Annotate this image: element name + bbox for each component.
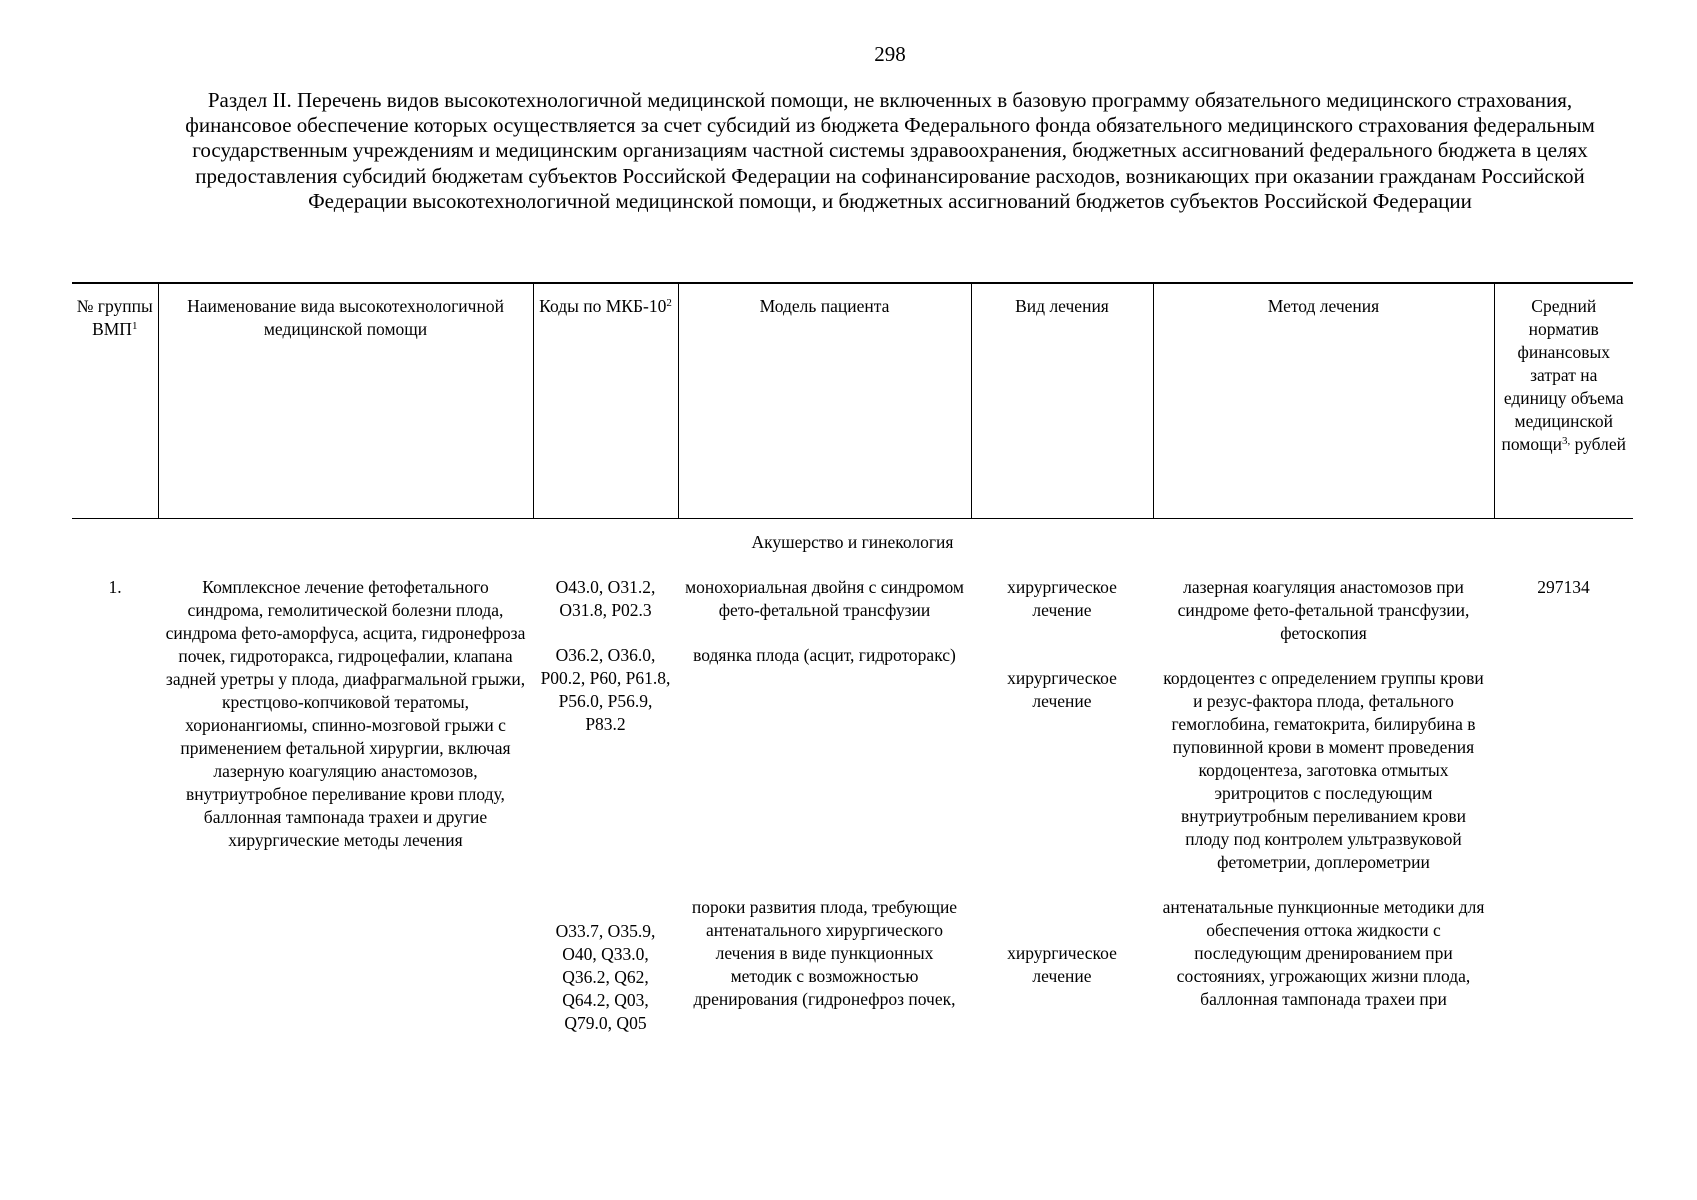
footnote-2-marker: 2 <box>666 297 672 309</box>
section-row <box>72 519 1633 567</box>
icd-codes-2: O36.2, O36.0, P00.2, P60, P61.8, P56.0, P56.9, P83.2 <box>540 645 671 734</box>
treatment-method-3: антенатальные пункционные методики для обеспечения оттока жидкости с последующим дренированием при состояниях, угрожающих жизни плода, баллонная тампонада трахеи при <box>1162 897 1485 1009</box>
section-title: Раздел II. Перечень видов высокотехнологичной медицинской помощи, не включенных в базовую программу обязательного медицинского страхования, финансовое обеспечение которых осуществляется за счет субсидий из бюджета Федерального фонда обязательного медицинского страхования федеральным государственным учреждениям и медицинским организациям частной системы здравоохранения, бюджетных ассигнований федерального бюджета в целях предоставления субсидий бюджетам субъектов Российской Федерации на софинансирование расходов, возникающих при оказании гражданам Российской Федерации высокотехнологичной медицинской помощи, и бюджетных ассигнований бюджетов субъектов Российской Федерации <box>185 88 1595 213</box>
footnote-3-marker: 3, <box>1561 435 1571 447</box>
patient-model-2: водянка плода (асцит, гидроторакс) <box>693 645 956 665</box>
header-patient-model <box>678 283 971 519</box>
treatment-type-cell <box>971 566 1153 1035</box>
icd-codes-cell <box>533 566 678 1035</box>
care-type-name: Комплексное лечение фетофетального синдрома, гемолитической болезни плода, синдрома фето-аморфуса, асцита, гидронефроза почек, гидроторакса, гидроцефалии, клапана задней уретры у плода, диафрагмальной грыжи, крестцово-копчиковой тератомы, хорионангиомы, спинно-мозговой грыжи с применением фетальной хирургии, включая лазерную коагуляцию анастомозов, внутриутробное переливание крови плоду, баллонная тампонада трахеи и другие хирургические методы лечения <box>165 577 526 850</box>
vmp-table <box>72 282 1633 1035</box>
header-treatment-type-label: Вид лечения <box>1015 296 1109 316</box>
treatment-method-1: лазерная коагуляция анастомозов при синдроме фето-фетальной трансфузии, фетоскопия <box>1177 577 1470 643</box>
patient-model-cell <box>678 566 971 1035</box>
icd-codes-1: O43.0, O31.2, O31.8, P02.3 <box>555 577 656 620</box>
header-care-type <box>158 283 533 519</box>
icd-codes-3: O33.7, O35.9, O40, Q33.0, Q36.2, Q62, Q64.2, Q03, Q79.0, Q05 <box>555 921 656 1033</box>
header-icd-codes-label: Коды по МКБ-10 <box>539 296 667 316</box>
header-icd-codes <box>533 283 678 519</box>
header-treatment-method <box>1153 283 1494 519</box>
table-header <box>72 283 1633 519</box>
header-care-type-label: Наименование вида высокотехнологичной медицинской помощи <box>187 296 504 339</box>
page-number: 298 <box>874 42 906 66</box>
treatment-method-cell <box>1153 566 1494 1035</box>
header-cost <box>1494 283 1633 519</box>
treatment-type-3: хирургическое лечение <box>1007 943 1117 986</box>
table-row <box>72 566 1633 1035</box>
treatment-type-2: хирургическое лечение <box>1007 668 1117 711</box>
header-cost-unit: рублей <box>1574 434 1626 454</box>
group-number: 1. <box>108 577 122 597</box>
header-patient-model-label: Модель пациента <box>759 296 890 316</box>
footnote-1-marker: 1 <box>131 320 138 332</box>
header-group-number-label: № группы ВМП <box>76 296 153 339</box>
section-label: Акушерство и гинекология <box>751 532 954 552</box>
patient-model-3: пороки развития плода, требующие антенатального хирургического лечения в виде пункционных методик с возможностью дренирования (гидронефроз почек, <box>691 897 958 1009</box>
header-treatment-method-label: Метод лечения <box>1267 296 1380 316</box>
header-cost-label: Средний норматив финансовых затрат на единицу объема медицинской помощи <box>1501 296 1624 454</box>
header-group-number <box>72 283 158 519</box>
treatment-type-1: хирургическое лечение <box>1007 577 1117 620</box>
patient-model-1: монохориальная двойня с синдромом фето-фетальной трансфузии <box>685 577 964 620</box>
treatment-method-2: кордоцентез с определением группы крови и резус-фактора плода, фетального гемоглобина, гематокрита, билирубина в пуповинной крови в момент проведения кордоцентеза, заготовка отмытых эритроцитов с последующим внутриутробным переливанием крови плоду под контролем ультразвуковой фетометрии, доплерометрии <box>1163 668 1484 872</box>
cost-value: 297134 <box>1537 577 1590 597</box>
header-treatment-type <box>971 283 1153 519</box>
